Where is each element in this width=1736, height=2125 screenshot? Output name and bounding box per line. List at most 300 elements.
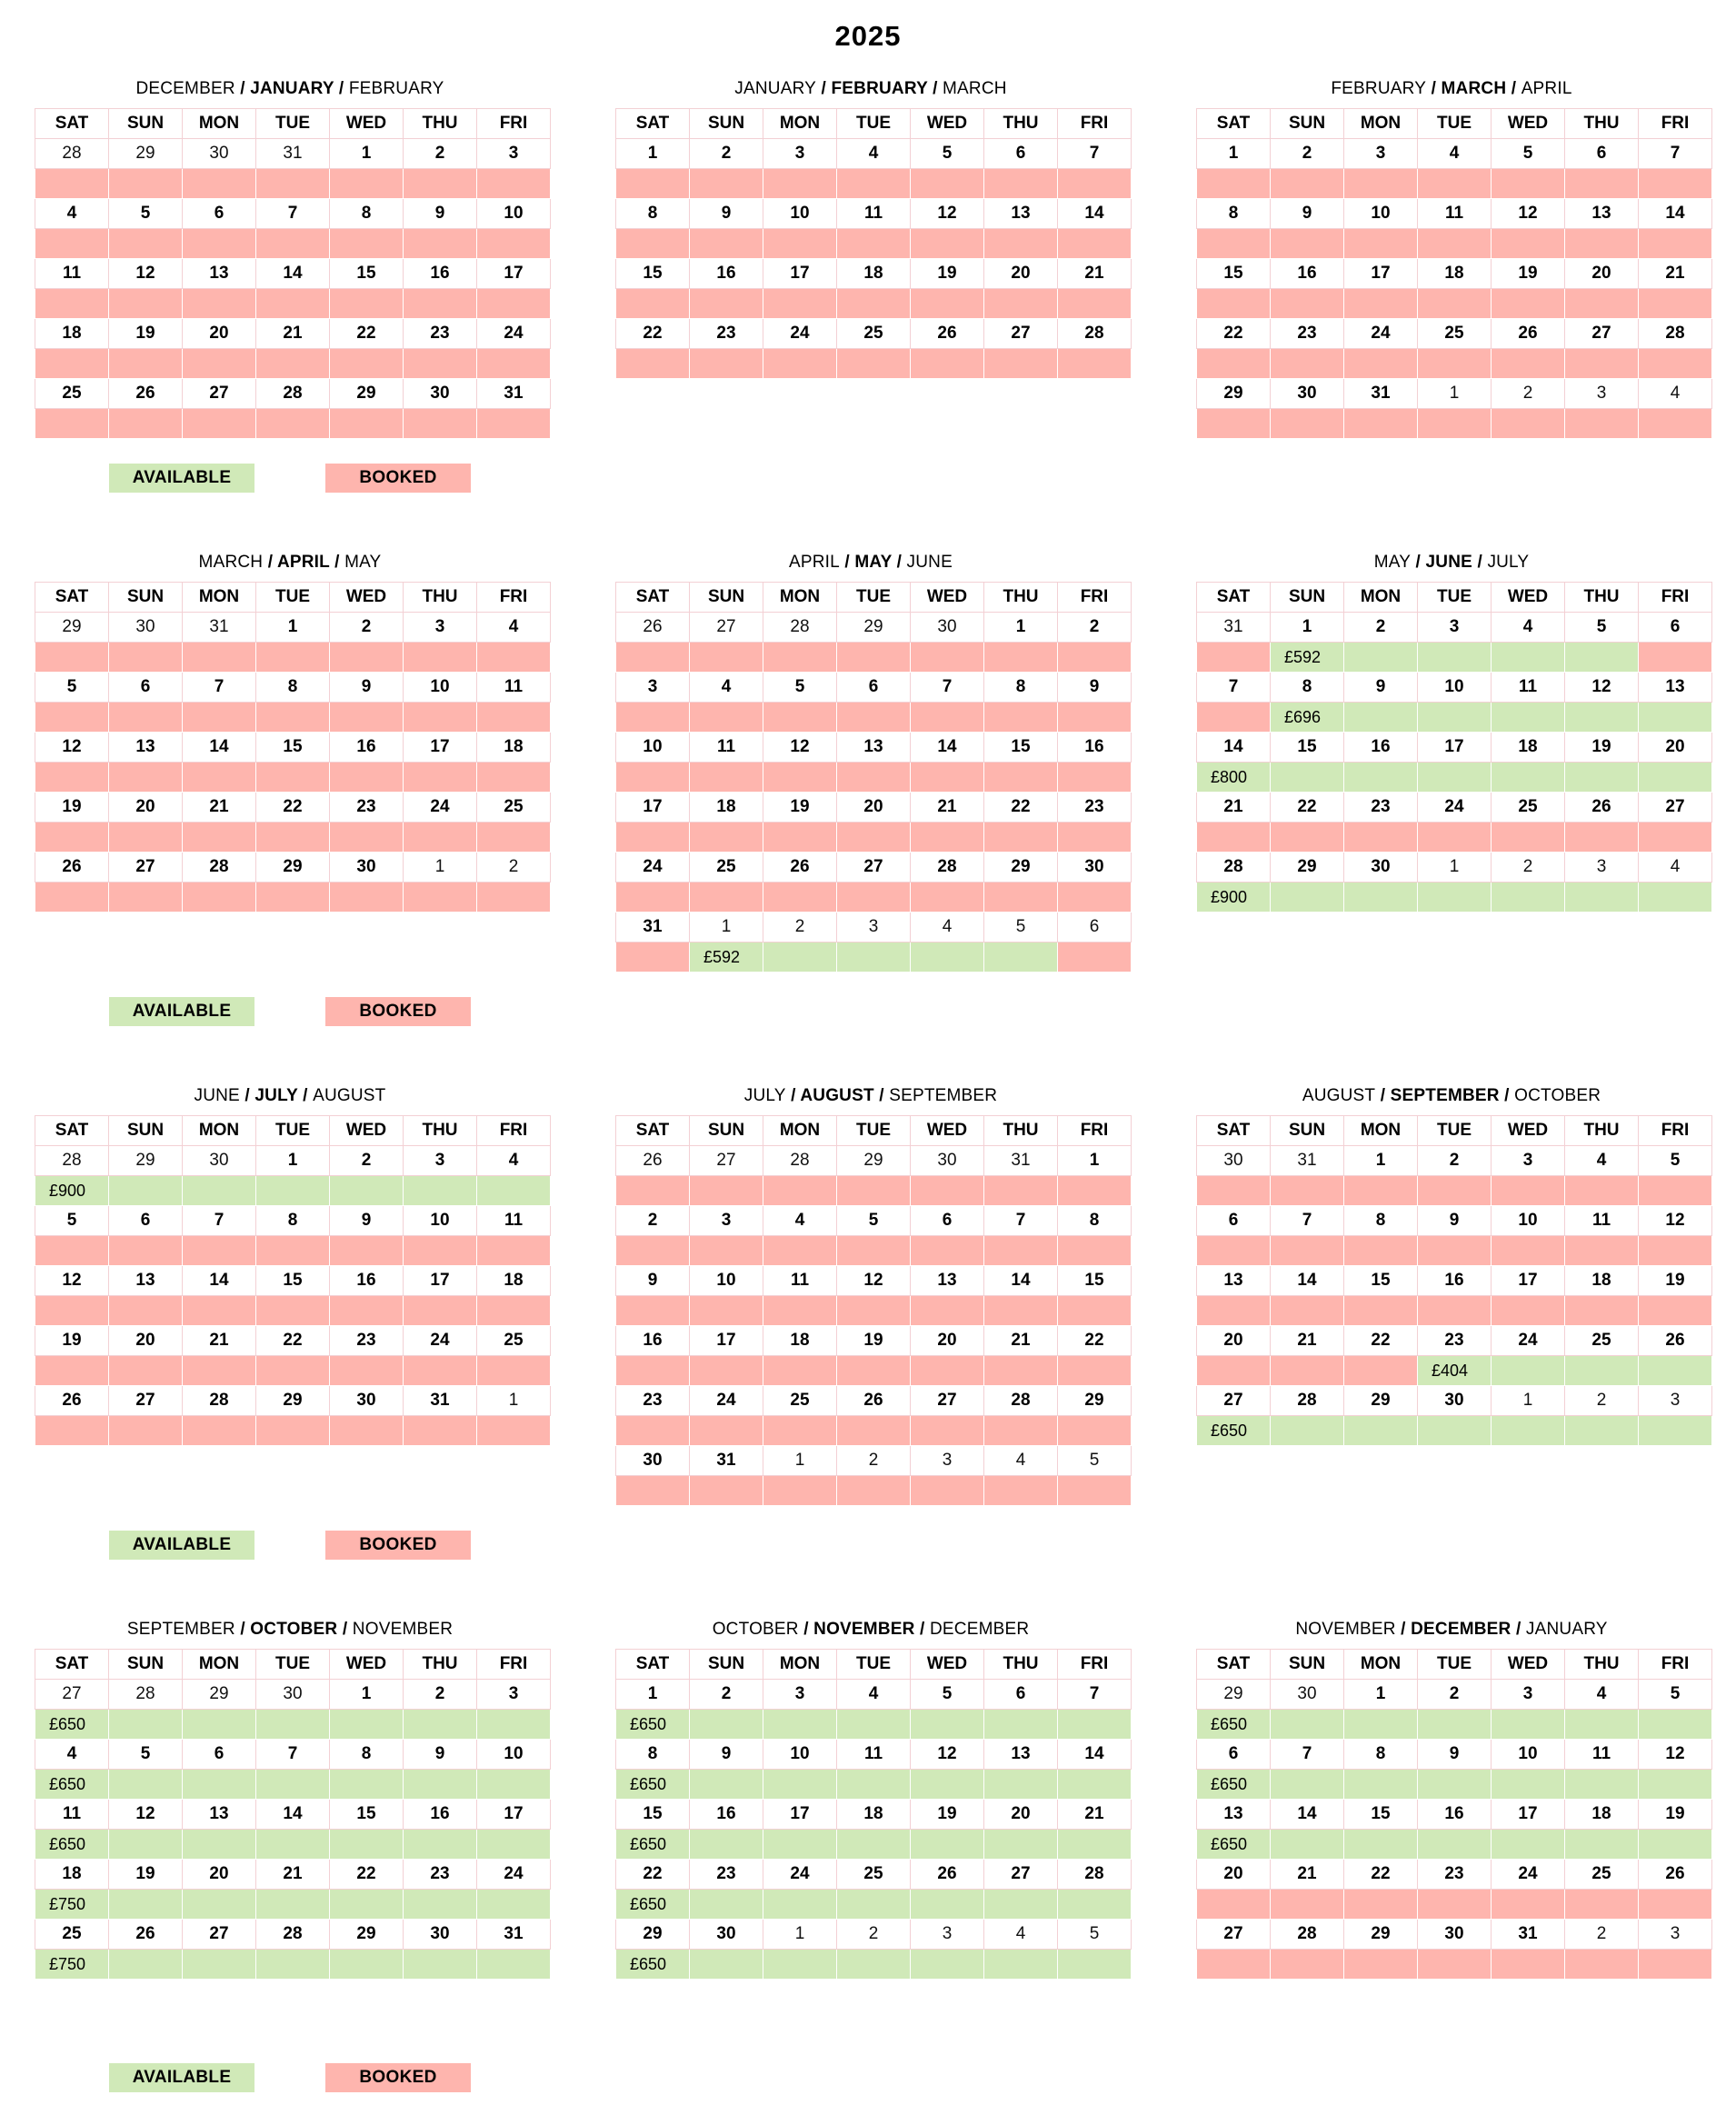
day-number[interactable]: 30 [1058, 853, 1132, 883]
day-number[interactable]: 31 [1197, 613, 1271, 643]
available-cell[interactable] [1344, 1416, 1418, 1446]
available-cell[interactable] [1418, 1770, 1492, 1800]
day-number[interactable]: 21 [1058, 1800, 1132, 1830]
day-number[interactable]: 27 [1197, 1920, 1271, 1950]
day-number[interactable]: 20 [911, 1326, 984, 1356]
day-number[interactable]: 20 [1197, 1326, 1271, 1356]
available-cell[interactable] [256, 1890, 330, 1920]
day-number[interactable]: 9 [1418, 1206, 1492, 1236]
available-cell[interactable] [1271, 883, 1344, 913]
day-number[interactable]: 27 [1197, 1386, 1271, 1416]
day-number[interactable]: 8 [256, 1206, 330, 1236]
available-cell[interactable] [1058, 1710, 1132, 1740]
day-number[interactable]: 6 [1639, 613, 1712, 643]
day-number[interactable]: 27 [1565, 319, 1639, 349]
day-number[interactable]: 30 [330, 853, 404, 883]
day-number[interactable]: 14 [256, 259, 330, 289]
available-cell[interactable] [404, 1830, 477, 1860]
available-cell[interactable]: £800 [1197, 763, 1271, 793]
day-number[interactable]: 3 [1565, 379, 1639, 409]
day-number[interactable]: 10 [404, 1206, 477, 1236]
day-number[interactable]: 31 [183, 613, 256, 643]
day-number[interactable]: 11 [837, 199, 911, 229]
day-number[interactable]: 30 [256, 1680, 330, 1710]
day-number[interactable]: 2 [690, 1680, 763, 1710]
available-cell[interactable] [1492, 643, 1565, 673]
available-cell[interactable] [690, 1770, 763, 1800]
day-number[interactable]: 12 [1492, 199, 1565, 229]
day-number[interactable]: 31 [984, 1146, 1058, 1176]
day-number[interactable]: 25 [1565, 1326, 1639, 1356]
day-number[interactable]: 24 [404, 1326, 477, 1356]
day-number[interactable]: 2 [616, 1206, 690, 1236]
day-number[interactable]: 1 [690, 913, 763, 943]
day-number[interactable]: 4 [911, 913, 984, 943]
day-number[interactable]: 25 [1492, 793, 1565, 823]
day-number[interactable]: 4 [1639, 379, 1712, 409]
day-number[interactable]: 15 [1344, 1800, 1418, 1830]
day-number[interactable]: 28 [911, 853, 984, 883]
day-number[interactable]: 17 [404, 733, 477, 763]
available-cell[interactable] [1271, 1830, 1344, 1860]
available-cell[interactable] [1344, 883, 1418, 913]
day-number[interactable]: 25 [763, 1386, 837, 1416]
available-cell[interactable] [109, 1176, 183, 1206]
day-number[interactable]: 22 [616, 1860, 690, 1890]
available-cell[interactable]: £650 [616, 1770, 690, 1800]
available-cell[interactable] [763, 1890, 837, 1920]
available-cell[interactable] [1492, 883, 1565, 913]
day-number[interactable]: 24 [1418, 793, 1492, 823]
day-number[interactable]: 28 [35, 1146, 109, 1176]
day-number[interactable]: 10 [404, 673, 477, 703]
available-cell[interactable] [109, 1950, 183, 1980]
available-cell[interactable] [1639, 1710, 1712, 1740]
day-number[interactable]: 14 [1639, 199, 1712, 229]
day-number[interactable]: 4 [477, 613, 551, 643]
day-number[interactable]: 25 [837, 319, 911, 349]
day-number[interactable]: 30 [404, 1920, 477, 1950]
day-number[interactable]: 15 [616, 1800, 690, 1830]
day-number[interactable]: 10 [477, 1740, 551, 1770]
day-number[interactable]: 4 [1492, 613, 1565, 643]
day-number[interactable]: 8 [1344, 1206, 1418, 1236]
day-number[interactable]: 10 [1344, 199, 1418, 229]
day-number[interactable]: 29 [256, 1386, 330, 1416]
day-number[interactable]: 14 [1058, 1740, 1132, 1770]
day-number[interactable]: 4 [984, 1446, 1058, 1476]
day-number[interactable]: 13 [1197, 1266, 1271, 1296]
available-cell[interactable]: £650 [35, 1830, 109, 1860]
day-number[interactable]: 8 [1058, 1206, 1132, 1236]
day-number[interactable]: 18 [35, 1860, 109, 1890]
available-cell[interactable] [183, 1710, 256, 1740]
day-number[interactable]: 20 [109, 1326, 183, 1356]
day-number[interactable]: 4 [477, 1146, 551, 1176]
day-number[interactable]: 3 [477, 1680, 551, 1710]
day-number[interactable]: 19 [35, 793, 109, 823]
day-number[interactable]: 3 [1418, 613, 1492, 643]
day-number[interactable]: 28 [35, 139, 109, 169]
day-number[interactable]: 7 [1058, 139, 1132, 169]
day-number[interactable]: 25 [477, 793, 551, 823]
day-number[interactable]: 8 [330, 1740, 404, 1770]
day-number[interactable]: 30 [183, 139, 256, 169]
day-number[interactable]: 21 [1058, 259, 1132, 289]
day-number[interactable]: 10 [616, 733, 690, 763]
day-number[interactable]: 2 [477, 853, 551, 883]
day-number[interactable]: 2 [837, 1920, 911, 1950]
day-number[interactable]: 14 [256, 1800, 330, 1830]
day-number[interactable]: 29 [984, 853, 1058, 883]
day-number[interactable]: 24 [690, 1386, 763, 1416]
available-cell[interactable]: £900 [35, 1176, 109, 1206]
day-number[interactable]: 16 [330, 1266, 404, 1296]
day-number[interactable]: 18 [837, 259, 911, 289]
available-cell[interactable] [1271, 1770, 1344, 1800]
day-number[interactable]: 10 [477, 199, 551, 229]
day-number[interactable]: 27 [109, 853, 183, 883]
available-cell[interactable] [256, 1770, 330, 1800]
day-number[interactable]: 2 [1565, 1920, 1639, 1950]
day-number[interactable]: 1 [330, 1680, 404, 1710]
day-number[interactable]: 19 [1639, 1800, 1712, 1830]
day-number[interactable]: 23 [404, 319, 477, 349]
available-cell[interactable] [477, 1770, 551, 1800]
available-cell[interactable] [1565, 703, 1639, 733]
available-cell[interactable] [1639, 883, 1712, 913]
day-number[interactable]: 24 [763, 1860, 837, 1890]
day-number[interactable]: 2 [1492, 853, 1565, 883]
day-number[interactable]: 1 [1344, 1680, 1418, 1710]
day-number[interactable]: 3 [911, 1446, 984, 1476]
day-number[interactable]: 2 [1418, 1680, 1492, 1710]
available-cell[interactable] [837, 1890, 911, 1920]
day-number[interactable]: 1 [256, 1146, 330, 1176]
available-cell[interactable] [837, 1830, 911, 1860]
day-number[interactable]: 24 [477, 1860, 551, 1890]
available-cell[interactable] [477, 1710, 551, 1740]
available-cell[interactable]: £650 [616, 1710, 690, 1740]
day-number[interactable]: 20 [183, 1860, 256, 1890]
day-number[interactable]: 11 [837, 1740, 911, 1770]
day-number[interactable]: 13 [984, 199, 1058, 229]
available-cell[interactable] [1418, 1416, 1492, 1446]
day-number[interactable]: 8 [256, 673, 330, 703]
day-number[interactable]: 26 [1639, 1860, 1712, 1890]
available-cell[interactable] [1492, 703, 1565, 733]
day-number[interactable]: 2 [330, 1146, 404, 1176]
available-cell[interactable] [911, 1710, 984, 1740]
available-cell[interactable] [984, 1950, 1058, 1980]
available-cell[interactable] [1565, 763, 1639, 793]
day-number[interactable]: 15 [616, 259, 690, 289]
day-number[interactable]: 13 [1197, 1800, 1271, 1830]
available-cell[interactable] [1565, 643, 1639, 673]
available-cell[interactable] [404, 1770, 477, 1800]
day-number[interactable]: 16 [616, 1326, 690, 1356]
day-number[interactable]: 11 [35, 259, 109, 289]
day-number[interactable]: 19 [763, 793, 837, 823]
day-number[interactable]: 31 [404, 1386, 477, 1416]
day-number[interactable]: 6 [109, 1206, 183, 1236]
day-number[interactable]: 1 [1492, 1386, 1565, 1416]
day-number[interactable]: 18 [837, 1800, 911, 1830]
day-number[interactable]: 12 [911, 199, 984, 229]
available-cell[interactable] [183, 1770, 256, 1800]
day-number[interactable]: 3 [1565, 853, 1639, 883]
day-number[interactable]: 28 [183, 1386, 256, 1416]
day-number[interactable]: 28 [1197, 853, 1271, 883]
available-cell[interactable] [183, 1176, 256, 1206]
day-number[interactable]: 19 [1565, 733, 1639, 763]
day-number[interactable]: 3 [616, 673, 690, 703]
day-number[interactable]: 12 [837, 1266, 911, 1296]
available-cell[interactable] [1058, 1770, 1132, 1800]
day-number[interactable]: 29 [837, 613, 911, 643]
available-cell[interactable] [984, 1710, 1058, 1740]
day-number[interactable]: 11 [1565, 1740, 1639, 1770]
day-number[interactable]: 17 [763, 259, 837, 289]
day-number[interactable]: 21 [1197, 793, 1271, 823]
day-number[interactable]: 14 [1058, 199, 1132, 229]
day-number[interactable]: 5 [109, 199, 183, 229]
day-number[interactable]: 24 [1492, 1860, 1565, 1890]
day-number[interactable]: 29 [1344, 1386, 1418, 1416]
day-number[interactable]: 8 [1344, 1740, 1418, 1770]
day-number[interactable]: 19 [837, 1326, 911, 1356]
day-number[interactable]: 1 [1418, 379, 1492, 409]
day-number[interactable]: 27 [690, 613, 763, 643]
day-number[interactable]: 30 [911, 1146, 984, 1176]
day-number[interactable]: 3 [911, 1920, 984, 1950]
day-number[interactable]: 14 [1271, 1800, 1344, 1830]
day-number[interactable]: 12 [109, 259, 183, 289]
day-number[interactable]: 28 [256, 1920, 330, 1950]
day-number[interactable]: 1 [404, 853, 477, 883]
day-number[interactable]: 1 [256, 613, 330, 643]
day-number[interactable]: 14 [1271, 1266, 1344, 1296]
day-number[interactable]: 11 [477, 1206, 551, 1236]
day-number[interactable]: 6 [911, 1206, 984, 1236]
day-number[interactable]: 23 [1418, 1860, 1492, 1890]
day-number[interactable]: 3 [837, 913, 911, 943]
day-number[interactable]: 16 [404, 1800, 477, 1830]
day-number[interactable]: 27 [690, 1146, 763, 1176]
day-number[interactable]: 31 [256, 139, 330, 169]
day-number[interactable]: 18 [1565, 1800, 1639, 1830]
available-cell[interactable] [1639, 1770, 1712, 1800]
day-number[interactable]: 29 [35, 613, 109, 643]
day-number[interactable]: 16 [690, 259, 763, 289]
available-cell[interactable] [330, 1890, 404, 1920]
day-number[interactable]: 5 [1492, 139, 1565, 169]
day-number[interactable]: 2 [1344, 613, 1418, 643]
day-number[interactable]: 23 [404, 1860, 477, 1890]
day-number[interactable]: 11 [1418, 199, 1492, 229]
day-number[interactable]: 13 [109, 1266, 183, 1296]
available-cell[interactable] [1565, 883, 1639, 913]
day-number[interactable]: 25 [477, 1326, 551, 1356]
available-cell[interactable] [404, 1950, 477, 1980]
available-cell[interactable] [984, 943, 1058, 973]
day-number[interactable]: 24 [763, 319, 837, 349]
day-number[interactable]: 10 [1492, 1740, 1565, 1770]
day-number[interactable]: 14 [183, 1266, 256, 1296]
day-number[interactable]: 31 [477, 1920, 551, 1950]
available-cell[interactable]: £900 [1197, 883, 1271, 913]
day-number[interactable]: 12 [763, 733, 837, 763]
day-number[interactable]: 4 [1639, 853, 1712, 883]
day-number[interactable]: 13 [183, 259, 256, 289]
day-number[interactable]: 9 [1344, 673, 1418, 703]
available-cell[interactable] [1492, 1356, 1565, 1386]
day-number[interactable]: 26 [1639, 1326, 1712, 1356]
available-cell[interactable]: £650 [35, 1710, 109, 1740]
day-number[interactable]: 19 [911, 1800, 984, 1830]
available-cell[interactable] [330, 1770, 404, 1800]
day-number[interactable]: 29 [1271, 853, 1344, 883]
day-number[interactable]: 29 [330, 1920, 404, 1950]
day-number[interactable]: 9 [1418, 1740, 1492, 1770]
day-number[interactable]: 16 [330, 733, 404, 763]
day-number[interactable]: 2 [1565, 1386, 1639, 1416]
day-number[interactable]: 18 [35, 319, 109, 349]
day-number[interactable]: 27 [183, 1920, 256, 1950]
day-number[interactable]: 30 [911, 613, 984, 643]
day-number[interactable]: 2 [1271, 139, 1344, 169]
day-number[interactable]: 31 [616, 913, 690, 943]
day-number[interactable]: 24 [1492, 1326, 1565, 1356]
available-cell[interactable] [1418, 643, 1492, 673]
day-number[interactable]: 29 [616, 1920, 690, 1950]
day-number[interactable]: 6 [984, 1680, 1058, 1710]
day-number[interactable]: 23 [1418, 1326, 1492, 1356]
day-number[interactable]: 9 [404, 1740, 477, 1770]
available-cell[interactable] [1565, 1356, 1639, 1386]
day-number[interactable]: 18 [1418, 259, 1492, 289]
available-cell[interactable] [1639, 1830, 1712, 1860]
available-cell[interactable] [837, 1950, 911, 1980]
available-cell[interactable] [1344, 643, 1418, 673]
available-cell[interactable] [911, 943, 984, 973]
day-number[interactable]: 5 [1639, 1146, 1712, 1176]
day-number[interactable]: 7 [1271, 1740, 1344, 1770]
day-number[interactable]: 20 [837, 793, 911, 823]
day-number[interactable]: 20 [1197, 1860, 1271, 1890]
available-cell[interactable] [1418, 883, 1492, 913]
available-cell[interactable]: £696 [1271, 703, 1344, 733]
day-number[interactable]: 9 [1271, 199, 1344, 229]
day-number[interactable]: 11 [763, 1266, 837, 1296]
day-number[interactable]: 27 [984, 319, 1058, 349]
day-number[interactable]: 23 [616, 1386, 690, 1416]
day-number[interactable]: 29 [837, 1146, 911, 1176]
day-number[interactable]: 13 [109, 733, 183, 763]
available-cell[interactable] [330, 1950, 404, 1980]
day-number[interactable]: 7 [1197, 673, 1271, 703]
day-number[interactable]: 10 [1418, 673, 1492, 703]
day-number[interactable]: 9 [404, 199, 477, 229]
day-number[interactable]: 8 [616, 199, 690, 229]
day-number[interactable]: 1 [477, 1386, 551, 1416]
day-number[interactable]: 24 [616, 853, 690, 883]
day-number[interactable]: 7 [183, 1206, 256, 1236]
day-number[interactable]: 17 [404, 1266, 477, 1296]
day-number[interactable]: 15 [330, 259, 404, 289]
available-cell[interactable] [256, 1710, 330, 1740]
available-cell[interactable] [1565, 1710, 1639, 1740]
day-number[interactable]: 15 [1197, 259, 1271, 289]
day-number[interactable]: 13 [837, 733, 911, 763]
available-cell[interactable] [690, 1950, 763, 1980]
available-cell[interactable] [1058, 1890, 1132, 1920]
day-number[interactable]: 31 [1344, 379, 1418, 409]
day-number[interactable]: 29 [1197, 1680, 1271, 1710]
day-number[interactable]: 21 [1639, 259, 1712, 289]
day-number[interactable]: 22 [330, 319, 404, 349]
day-number[interactable]: 28 [256, 379, 330, 409]
day-number[interactable]: 21 [984, 1326, 1058, 1356]
day-number[interactable]: 29 [1058, 1386, 1132, 1416]
day-number[interactable]: 4 [763, 1206, 837, 1236]
day-number[interactable]: 9 [690, 1740, 763, 1770]
day-number[interactable]: 16 [404, 259, 477, 289]
available-cell[interactable]: £650 [616, 1890, 690, 1920]
day-number[interactable]: 28 [1058, 1860, 1132, 1890]
available-cell[interactable] [109, 1710, 183, 1740]
day-number[interactable]: 1 [1344, 1146, 1418, 1176]
available-cell[interactable] [1344, 703, 1418, 733]
day-number[interactable]: 7 [183, 673, 256, 703]
day-number[interactable]: 1 [330, 139, 404, 169]
available-cell[interactable] [404, 1176, 477, 1206]
day-number[interactable]: 11 [1492, 673, 1565, 703]
day-number[interactable]: 17 [763, 1800, 837, 1830]
available-cell[interactable]: £650 [1197, 1830, 1271, 1860]
day-number[interactable]: 6 [1197, 1740, 1271, 1770]
day-number[interactable]: 19 [911, 259, 984, 289]
day-number[interactable]: 28 [1271, 1920, 1344, 1950]
day-number[interactable]: 30 [1344, 853, 1418, 883]
available-cell[interactable] [984, 1830, 1058, 1860]
day-number[interactable]: 15 [1271, 733, 1344, 763]
day-number[interactable]: 21 [256, 319, 330, 349]
available-cell[interactable] [984, 1770, 1058, 1800]
day-number[interactable]: 30 [616, 1446, 690, 1476]
day-number[interactable]: 23 [1271, 319, 1344, 349]
available-cell[interactable] [183, 1890, 256, 1920]
day-number[interactable]: 20 [1639, 733, 1712, 763]
day-number[interactable]: 4 [984, 1920, 1058, 1950]
day-number[interactable]: 28 [1058, 319, 1132, 349]
day-number[interactable]: 15 [256, 733, 330, 763]
day-number[interactable]: 29 [1344, 1920, 1418, 1950]
available-cell[interactable]: £650 [616, 1950, 690, 1980]
day-number[interactable]: 13 [984, 1740, 1058, 1770]
day-number[interactable]: 12 [911, 1740, 984, 1770]
available-cell[interactable]: £650 [1197, 1710, 1271, 1740]
day-number[interactable]: 9 [690, 199, 763, 229]
available-cell[interactable] [911, 1950, 984, 1980]
available-cell[interactable] [837, 943, 911, 973]
day-number[interactable]: 30 [1197, 1146, 1271, 1176]
day-number[interactable]: 3 [404, 1146, 477, 1176]
day-number[interactable]: 7 [1271, 1206, 1344, 1236]
day-number[interactable]: 27 [984, 1860, 1058, 1890]
day-number[interactable]: 4 [35, 1740, 109, 1770]
day-number[interactable]: 1 [1197, 139, 1271, 169]
